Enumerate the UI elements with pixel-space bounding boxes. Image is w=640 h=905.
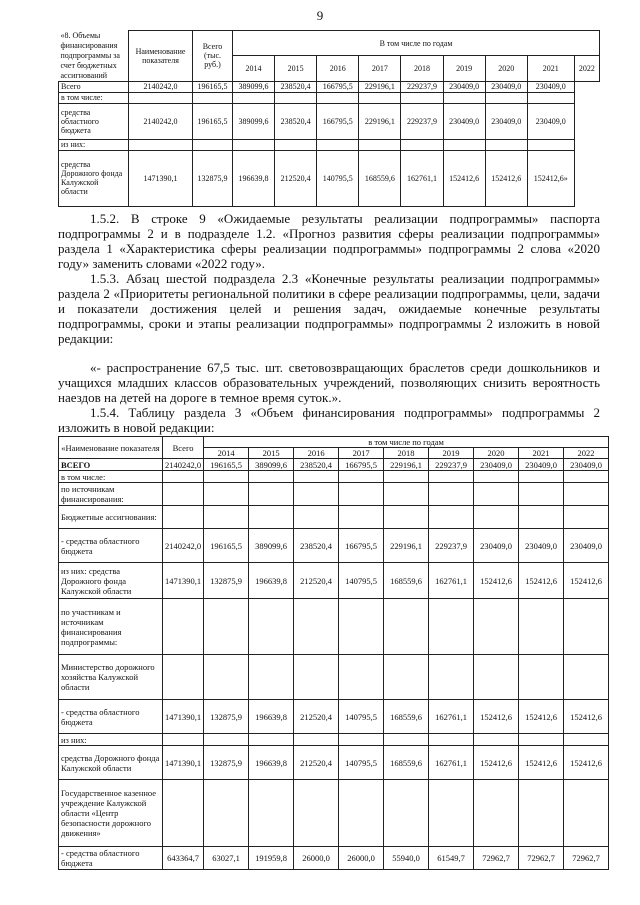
cell-value <box>443 92 485 103</box>
year-header: 2020 <box>485 56 527 81</box>
cell-value: 140795,5 <box>339 563 384 599</box>
cell-value <box>564 599 609 655</box>
year-header: 2016 <box>317 56 359 81</box>
year-header: 2022 <box>564 448 609 459</box>
row-label: средства областного бюджета <box>59 103 129 139</box>
column-header-years: в том числе по годам <box>204 437 609 448</box>
cell-value: 230409,0 <box>519 459 564 471</box>
cell-value: 152412,6 <box>519 563 564 599</box>
cell-value: 389099,6 <box>233 103 275 139</box>
cell-value: 230409,0 <box>519 529 564 563</box>
cell-value: 212520,4 <box>275 150 317 206</box>
cell-value: 132875,9 <box>204 746 249 780</box>
cell-value <box>564 506 609 529</box>
row-label: по источникам финансирования: <box>59 483 163 506</box>
cell-value <box>564 483 609 506</box>
cell-value: 212520,4 <box>294 746 339 780</box>
cell-value <box>564 780 609 847</box>
cell-value <box>339 471 384 483</box>
row-label: средства Дорожного фонда Калужской области <box>59 150 129 206</box>
cell-value <box>294 655 339 700</box>
cell-value: 140795,5 <box>339 700 384 734</box>
cell-value: 152412,6 <box>564 700 609 734</box>
cell-value: 238520,4 <box>275 103 317 139</box>
cell-value <box>204 599 249 655</box>
table-row <box>59 471 609 483</box>
cell-value <box>294 780 339 847</box>
cell-value: 196165,5 <box>204 529 249 563</box>
cell-value: 229237,9 <box>429 529 474 563</box>
cell-value <box>249 506 294 529</box>
cell-value <box>485 92 527 103</box>
year-header: 2014 <box>204 448 249 459</box>
cell-value <box>384 599 429 655</box>
row-total: 2140242,0 <box>163 529 204 563</box>
cell-value: 55940,0 <box>384 847 429 870</box>
paragraph-1-5-3: 1.5.3. Абзац шестой подраздела 2.3 «Конечные результаты реализации подпрограммы» раздела 2 «Приоритеты региональной политики в сфере реализации подпрограммы, цели, задачи и показатели достижения целей и решения задач, ожидаемые конечные результаты подпрограммы, сроки и этапы реализации подпрограммы» подпрограммы 2 изложить в новой редакции: <box>58 271 600 346</box>
cell-value <box>204 734 249 746</box>
row-label: Бюджетные ассигнования: <box>59 506 163 529</box>
cell-value <box>474 734 519 746</box>
row-total: 2140242,0 <box>163 459 204 471</box>
cell-value <box>429 780 474 847</box>
cell-value: 162761,1 <box>429 563 474 599</box>
row-total <box>163 483 204 506</box>
cell-value: 229237,9 <box>401 103 443 139</box>
cell-value <box>339 780 384 847</box>
cell-value: 196639,8 <box>249 700 294 734</box>
year-header: 2017 <box>339 448 384 459</box>
cell-value: 26000,0 <box>339 847 384 870</box>
row-total <box>163 506 204 529</box>
year-header: 2014 <box>233 56 275 81</box>
cell-value: 166795,5 <box>339 529 384 563</box>
table-row <box>59 506 609 529</box>
cell-value <box>564 655 609 700</box>
cell-value <box>519 483 564 506</box>
cell-value <box>294 734 339 746</box>
table-row <box>59 563 609 599</box>
cell-value <box>429 599 474 655</box>
cell-value <box>384 471 429 483</box>
cell-value: 196639,8 <box>249 746 294 780</box>
cell-value <box>429 483 474 506</box>
cell-value <box>401 92 443 103</box>
cell-value: 152412,6 <box>564 563 609 599</box>
cell-value: 132875,9 <box>193 150 233 206</box>
year-header: 2021 <box>527 56 574 81</box>
row-label: в том числе: <box>59 471 163 483</box>
cell-value: 152412,6 <box>474 563 519 599</box>
year-header: 2020 <box>474 448 519 459</box>
cell-value: 166795,5 <box>317 103 359 139</box>
row-total: 643364,7 <box>163 847 204 870</box>
cell-value <box>233 92 275 103</box>
cell-value: 162761,1 <box>429 746 474 780</box>
cell-value: 230409,0 <box>564 529 609 563</box>
cell-value: 196165,5 <box>193 81 233 92</box>
row-label: ВСЕГО <box>59 459 163 471</box>
cell-value: 196165,5 <box>204 459 249 471</box>
cell-value <box>317 139 359 150</box>
row-total <box>129 139 193 150</box>
row-label: - средства областного бюджета <box>59 847 163 870</box>
cell-value: 229196,1 <box>359 81 401 92</box>
cell-value <box>564 471 609 483</box>
cell-value <box>527 139 574 150</box>
cell-value <box>384 780 429 847</box>
cell-value <box>249 734 294 746</box>
cell-value: 389099,6 <box>249 529 294 563</box>
year-header: 2015 <box>275 56 317 81</box>
year-header: 2018 <box>401 56 443 81</box>
row-label: по участникам и источникам финансирования подпрограммы: <box>59 599 163 655</box>
cell-value: 162761,1 <box>429 700 474 734</box>
cell-value <box>204 780 249 847</box>
financing-summary-table <box>58 30 600 207</box>
cell-value: 191959,8 <box>249 847 294 870</box>
cell-value: 389099,6 <box>249 459 294 471</box>
cell-value: 230409,0 <box>485 103 527 139</box>
page-number: 9 <box>316 8 324 23</box>
row-total <box>163 599 204 655</box>
cell-value <box>249 599 294 655</box>
table-row <box>59 103 600 139</box>
row-total <box>129 92 193 103</box>
cell-value <box>384 506 429 529</box>
cell-value: 230409,0 <box>443 81 485 92</box>
cell-value: 230409,0 <box>474 459 519 471</box>
cell-value: 152412,6 <box>474 700 519 734</box>
cell-value: 230409,0 <box>527 103 574 139</box>
cell-value: 72962,7 <box>519 847 564 870</box>
cell-value <box>249 483 294 506</box>
table-row <box>59 150 600 206</box>
year-header: 2015 <box>249 448 294 459</box>
cell-value <box>233 139 275 150</box>
cell-value <box>294 506 339 529</box>
cell-value: 229237,9 <box>429 459 474 471</box>
cell-value <box>193 139 233 150</box>
table-row <box>59 459 609 471</box>
cell-value: 230409,0 <box>443 103 485 139</box>
cell-value <box>204 506 249 529</box>
cell-value <box>249 471 294 483</box>
paragraph-1-5-2: 1.5.2. В строке 9 «Ожидаемые результаты реализации подпрограммы» паспорта подпрограммы 2 и в подразделе 1.2. «Прогноз развития сферы реализации подпрограммы» раздела 1 «Характеристика сферы реализации подпрограммы» подпрограммы 2 слова «2020 году» заменить словами «2022 году». <box>58 211 600 271</box>
cell-value <box>474 599 519 655</box>
cell-value <box>474 655 519 700</box>
cell-value: 196639,8 <box>249 563 294 599</box>
cell-value: 72962,7 <box>474 847 519 870</box>
cell-value <box>193 92 233 103</box>
cell-value: 152412,6 <box>443 150 485 206</box>
cell-value <box>275 139 317 150</box>
cell-value: 230409,0 <box>485 81 527 92</box>
row-label: Всего <box>59 81 129 92</box>
cell-value <box>294 471 339 483</box>
cell-value: 72962,7 <box>564 847 609 870</box>
cell-value: 168559,6 <box>384 746 429 780</box>
cell-value: 132875,9 <box>204 563 249 599</box>
row-label: Министерство дорожного хозяйства Калужской области <box>59 655 163 700</box>
cell-value: 230409,0 <box>474 529 519 563</box>
cell-value <box>339 655 384 700</box>
table-row <box>59 139 600 150</box>
cell-value: 168559,6 <box>384 563 429 599</box>
table-row <box>59 746 609 780</box>
year-header: 2018 <box>384 448 429 459</box>
cell-value <box>519 599 564 655</box>
cell-value <box>474 506 519 529</box>
cell-value: 61549,7 <box>429 847 474 870</box>
cell-value: 212520,4 <box>294 563 339 599</box>
row-total <box>163 734 204 746</box>
table-row <box>59 780 609 847</box>
paragraph-1-5-4: 1.5.4. Таблицу раздела 3 «Объем финансирования подпрограммы» подпрограммы 2 изложить в новой редакции: <box>58 405 600 435</box>
cell-value: 238520,4 <box>294 459 339 471</box>
cell-value: 132875,9 <box>204 700 249 734</box>
table-row <box>59 92 600 103</box>
row-label: из них: <box>59 734 163 746</box>
cell-value: 212520,4 <box>294 700 339 734</box>
cell-value: 168559,6 <box>384 700 429 734</box>
cell-value: 196165,5 <box>193 103 233 139</box>
cell-value <box>384 734 429 746</box>
cell-value: 230409,0 <box>527 81 574 92</box>
cell-value: 26000,0 <box>294 847 339 870</box>
cell-value <box>474 483 519 506</box>
year-header: 2017 <box>359 56 401 81</box>
year-header: 2019 <box>429 448 474 459</box>
cell-value: 140795,5 <box>317 150 359 206</box>
row-label: Государственное казенное учреждение Калужской области «Центр безопасности дорожного движения» <box>59 780 163 847</box>
year-header: 2019 <box>443 56 485 81</box>
row-label: из них: средства Дорожного фонда Калужской области <box>59 563 163 599</box>
financing-detail-table <box>58 436 609 870</box>
cell-value <box>384 655 429 700</box>
cell-value <box>474 471 519 483</box>
cell-value <box>519 780 564 847</box>
cell-value <box>485 139 527 150</box>
row-total: 2140242,0 <box>129 81 193 92</box>
cell-value <box>249 780 294 847</box>
cell-value <box>429 506 474 529</box>
column-header-name: «Наименование показателя <box>59 437 163 459</box>
cell-value: 230409,0 <box>564 459 609 471</box>
cell-value <box>429 734 474 746</box>
row-total <box>163 655 204 700</box>
cell-value: 229196,1 <box>384 459 429 471</box>
cell-value <box>294 599 339 655</box>
cell-value: 140795,5 <box>339 746 384 780</box>
row-total <box>163 471 204 483</box>
table-row <box>59 700 609 734</box>
row-total: 1471390,1 <box>163 563 204 599</box>
cell-value <box>519 734 564 746</box>
column-header-total: Всего <box>163 437 204 459</box>
cell-value <box>429 471 474 483</box>
cell-value <box>294 483 339 506</box>
table-row <box>59 599 609 655</box>
row-label: - средства областного бюджета <box>59 529 163 563</box>
cell-value: 152412,6» <box>527 150 574 206</box>
table-header-row <box>59 31 600 56</box>
cell-value <box>527 92 574 103</box>
cell-value <box>384 483 429 506</box>
row-label: - средства областного бюджета <box>59 700 163 734</box>
cell-value <box>359 139 401 150</box>
cell-value: 63027,1 <box>204 847 249 870</box>
cell-value: 152412,6 <box>564 746 609 780</box>
cell-value <box>474 780 519 847</box>
cell-value <box>443 139 485 150</box>
column-header-name: Наименование показателя <box>129 31 193 82</box>
cell-value <box>519 506 564 529</box>
cell-value: 229237,9 <box>401 81 443 92</box>
cell-value: 162761,1 <box>401 150 443 206</box>
cell-value <box>519 471 564 483</box>
table-header-row <box>59 437 609 448</box>
cell-value: 166795,5 <box>339 459 384 471</box>
cell-value: 238520,4 <box>294 529 339 563</box>
cell-value <box>204 471 249 483</box>
table-row <box>59 529 609 563</box>
cell-value <box>204 655 249 700</box>
table-row <box>59 655 609 700</box>
cell-value <box>429 655 474 700</box>
cell-value: 238520,4 <box>275 81 317 92</box>
cell-value: 229196,1 <box>384 529 429 563</box>
row-label: в том числе: <box>59 92 129 103</box>
cell-value <box>519 655 564 700</box>
cell-value <box>339 483 384 506</box>
year-header: 2016 <box>294 448 339 459</box>
cell-value: 196639,8 <box>233 150 275 206</box>
cell-value: 168559,6 <box>359 150 401 206</box>
cell-value: 152412,6 <box>519 746 564 780</box>
paragraph-quote: «- распространение 67,5 тыс. шт. световозвращающих браслетов среди дошкольников и учащихся младших классов образовательных учреждений, позволяющих снизить вероятность наездов на детей на дороге в темное время суток.». <box>58 360 600 405</box>
row-total: 1471390,1 <box>163 700 204 734</box>
cell-value <box>249 655 294 700</box>
year-header: 2022 <box>574 56 599 81</box>
row-total: 1471390,1 <box>163 746 204 780</box>
column-header-years: В том числе по годам <box>233 31 600 56</box>
row-total: 2140242,0 <box>129 103 193 139</box>
cell-value: 152412,6 <box>485 150 527 206</box>
cell-value <box>339 734 384 746</box>
cell-value <box>401 139 443 150</box>
column-header-total: Всего (тыс. руб.) <box>193 31 233 82</box>
cell-value <box>275 92 317 103</box>
cell-value <box>339 599 384 655</box>
table-row <box>59 81 600 92</box>
cell-value <box>564 734 609 746</box>
row-label: из них: <box>59 139 129 150</box>
cell-value <box>204 483 249 506</box>
cell-value <box>359 92 401 103</box>
table-row <box>59 847 609 870</box>
cell-value: 152412,6 <box>519 700 564 734</box>
cell-value <box>317 92 359 103</box>
table-row <box>59 483 609 506</box>
row-label: средства Дорожного фонда Калужской области <box>59 746 163 780</box>
cell-value <box>339 506 384 529</box>
row-total: 1471390,1 <box>129 150 193 206</box>
cell-value: 229196,1 <box>359 103 401 139</box>
cell-value: 152412,6 <box>474 746 519 780</box>
cell-value: 166795,5 <box>317 81 359 92</box>
table-row <box>59 734 609 746</box>
cell-value: 389099,6 <box>233 81 275 92</box>
row-total <box>163 780 204 847</box>
year-header: 2021 <box>519 448 564 459</box>
passport-row-label: «8. Объемы финансирования подпрограммы за счет бюджетных ассигнований <box>59 31 129 82</box>
